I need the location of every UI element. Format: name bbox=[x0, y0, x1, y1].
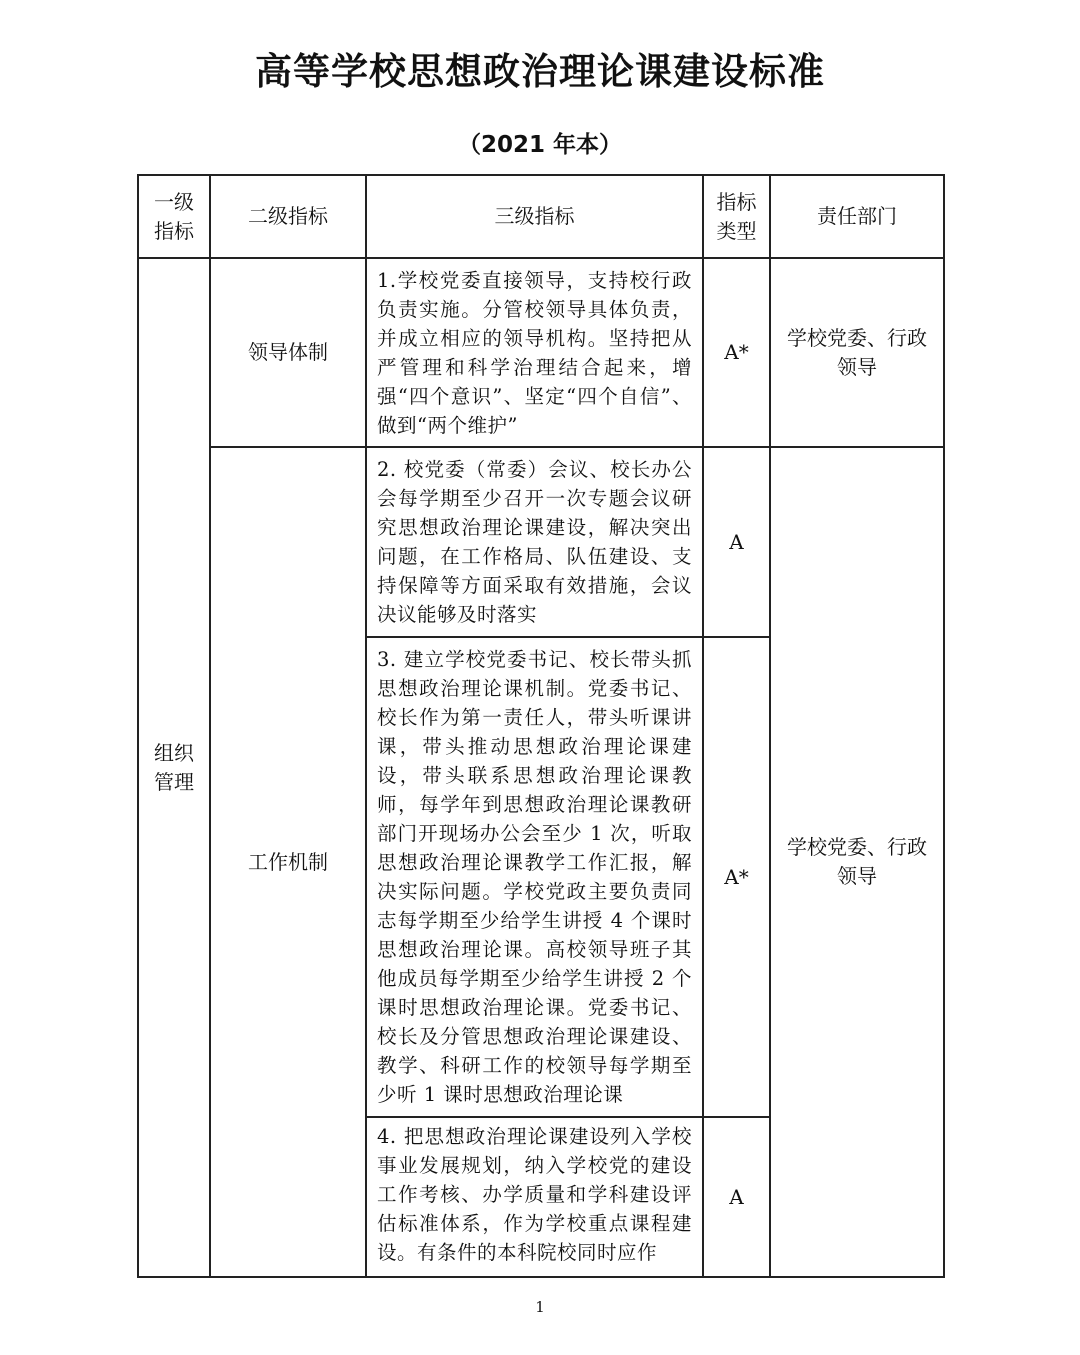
header-level1: 一级 指标 bbox=[138, 175, 210, 258]
standards-table bbox=[137, 174, 945, 1278]
level2-cell: 工作机制 bbox=[210, 447, 366, 1277]
level3-cell bbox=[366, 637, 703, 1117]
header-level2: 二级指标 bbox=[210, 175, 366, 258]
level3-text: 2. 校党委（常委）会议、校长办公会每学期至少召开一次专题会议研究思想政治理论课建设，解决突出问题，在工作格局、队伍建设、支持保障等方面采取有效措施，会议决议能够及时落实 bbox=[377, 458, 692, 626]
type-cell: A* bbox=[703, 258, 770, 447]
header-dept: 责任部门 bbox=[770, 175, 944, 258]
type-cell: A bbox=[703, 447, 770, 637]
type-cell: A bbox=[703, 1117, 770, 1277]
level3-cell bbox=[366, 1117, 703, 1277]
level3-cell bbox=[366, 447, 703, 637]
level1-cell: 组织 管理 bbox=[138, 258, 210, 1277]
document-title: 高等学校思想政治理论课建设标准 bbox=[255, 50, 825, 93]
document-subtitle: （2021 年本） bbox=[457, 132, 623, 158]
header-type: 指标 类型 bbox=[703, 175, 770, 258]
table-row bbox=[138, 258, 944, 447]
level3-cell bbox=[366, 258, 703, 447]
level2-cell: 领导体制 bbox=[210, 258, 366, 447]
table-header-row bbox=[138, 175, 944, 258]
level3-text: 4. 把思想政治理论课建设列入学校事业发展规划，纳入学校党的建设工作考核、办学质量和学科建设评估标准体系，作为学校重点课程建设。有条件的本科院校同时应作 bbox=[377, 1125, 692, 1264]
dept-cell: 学校党委、行政 领导 bbox=[770, 447, 944, 1277]
header-level3: 三级指标 bbox=[366, 175, 703, 258]
type-cell: A* bbox=[703, 637, 770, 1117]
level3-text: 1.学校党委直接领导，支持校行政负责实施。分管校领导具体负责，并成立相应的领导机构。坚持把从严管理和科学治理结合起来，增强“四个意识”、坚定“四个自信”、做到“两个维护” bbox=[377, 268, 692, 437]
page-number: 1 bbox=[535, 1298, 545, 1316]
level3-text: 3. 建立学校党委书记、校长带头抓思想政治理论课机制。党委书记、校长作为第一责任人，带头听课讲课，带头推动思想政治理论课建设，带头联系思想政治理论课教师，每学年到思想政治理论课教研部门开现场办公会至少 1 次，听取思想政治理论课教学工作汇报，解决实际问题。学校党政主要负责同志每学期至少给学生讲授 4 个课时思想政治理论课。高校领导班子其他成员每学期至少给学生讲授 2 个课时思想政治理论课。党委书记、校长及分管思想政治理论课建设、教学、科研工作的校领导每学期至少听 1 课时思想政治理论课 bbox=[377, 648, 692, 1106]
table-row bbox=[138, 447, 944, 637]
dept-cell: 学校党委、行政 领导 bbox=[770, 258, 944, 447]
